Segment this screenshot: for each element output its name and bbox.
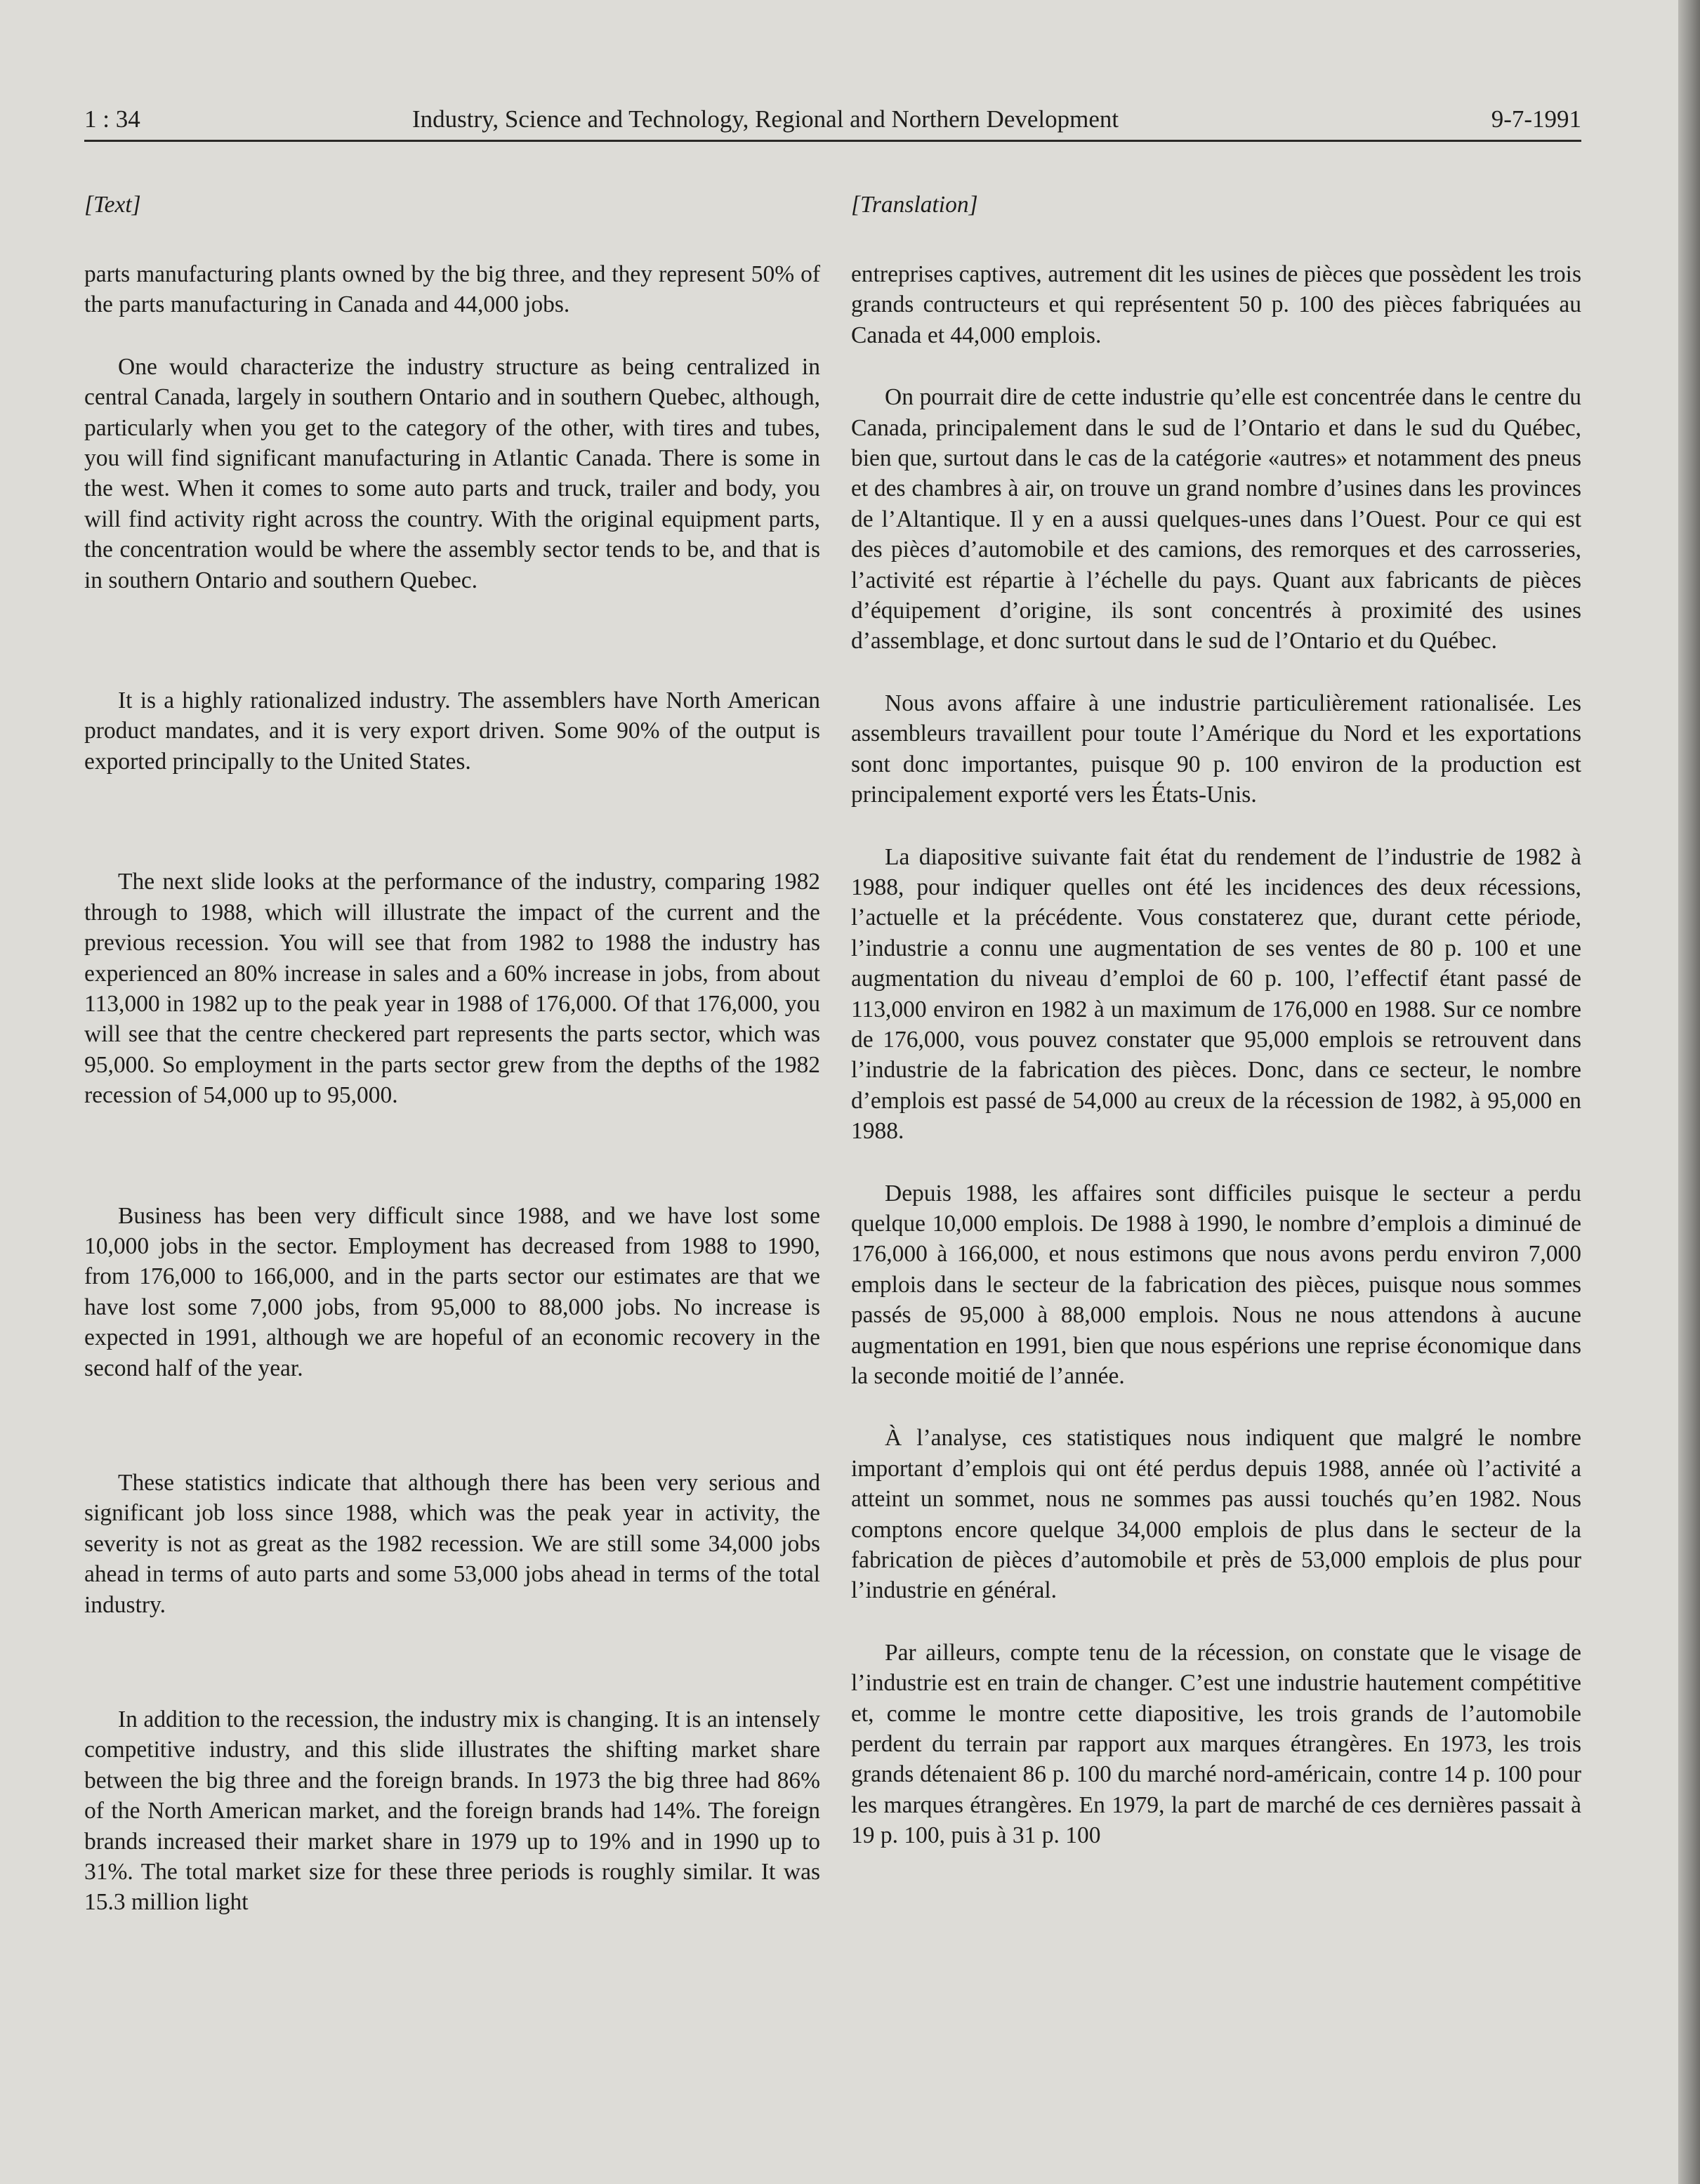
paragraph: One would characterize the industry structure as being centralized in central Canada, largely in southern Ontario and in southern Quebec, although, particularly when you get to the category of the other, with tires and tubes, you will find significant manufacturing in Atlantic Canada. There is some in the west. When it comes to some auto parts and truck, trailer and body, you will find activity right across the country. With the original equipment parts, the concentration would be where the assembly sector tends to be, and that is in southern Ontario and southern Quebec. bbox=[84, 353, 820, 593]
paragraph: It is a highly rationalized industry. The assemblers have North American product mandates, and it is very export driven. Some 90% of the output is exported principally to the United States. bbox=[84, 688, 820, 775]
paragraph: La diapositive suivante fait état du rendement de l’industrie de 1982 à 1988, pour indiquer quelles ont été les incidences des deux récessions, l’actuelle et la précédente. Vous constaterez que, durant cette période, l’industrie a connu une augmentation de ses ventes de 80 p. 100 et une augmentation du niveau d’emploi de 60 p. 100, l’effectif étant passé de 113,000 environ en 1982 à un maximum de 176,000 en 1988. Sur ce nombre de 176,000, vous pouvez constater que 95,000 emplois se retrouvent dans l’industrie de la fabrication des pièces. Donc, dans ce secteur, le nombre d’emplois est passé de 54,000 au creux de la récession de 1982, à 95,000 en 1988. bbox=[851, 843, 1581, 1145]
paragraph: The next slide looks at the performance of the industry, comparing 1982 through to 1988, which will illustrate the impact of the current and the previous recession. You will see that from 1982 to 1988 the industry has experienced an 80% increase in sales and a 60% increase in jobs, from about 113,000 in 1982 up to the peak year in 1988 of 176,000. Of that 176,000, you will see that the centre checkered part represents the parts sector, which was 95,000. So employment in the parts sector grew from the depths of the 1982 recession of 54,000 up to 95,000. bbox=[84, 869, 820, 1109]
paragraph: These statistics indicate that although there has been very serious and significant job loss since 1988, which was the peak year in activity, the severity is not as great as the 1982 recession. We are still some 34,000 jobs ahead in terms of auto parts and some 53,000 jobs ahead in terms of the total industry. bbox=[84, 1469, 820, 1618]
paragraph: Business has been very difficult since 1988, and we have lost some 10,000 jobs in the sector. Employment has decreased from 1988 to 1990, from 176,000 to 166,000, and in the parts sector our estimates are that we have lost some 7,000 jobs, from 95,000 to 88,000 jobs. No increase is expected in 1991, although we are hopeful of an economic recovery in the second half of the year. bbox=[84, 1202, 820, 1381]
english-column bbox=[84, 190, 820, 1918]
paragraph: On pourrait dire de cette industrie qu’elle est concentrée dans le centre du Canada, principalement dans le sud de l’Ontario et dans le sud du Québec, bien que, surtout dans le cas de la catégorie «autres» et notamment des pneus et des chambres à air, on trouve un grand nombre d’usines dans les provinces de l’Altantique. Il y en a aussi quelques-unes dans l’Ouest. Pour ce qui est des pièces d’automobile et des camions, des remorques et des carrosseries, l’activité est répartie à l’échelle du pays. Quant aux fabricants de pièces d’équipement d’origine, ils sont concentrés à proximité des usines d’assemblage, et donc surtout dans le sud de l’Ontario et du Québec. bbox=[851, 384, 1581, 654]
paragraph: Par ailleurs, compte tenu de la récession, on constate que le visage de l’industrie est en train de changer. C’est une industrie hautement compétitive et, comme le montre cette diapositive, les trois grands de l’automobile perdent du terrain par rapport aux marques étrangères. En 1973, les trois grands détenaient 86 p. 100 du marché nord-américain, contre 14 p. 100 pour les marques étrangères. En 1979, la part de marché de ces dernières passait à 19 p. 100, puis à 31 p. 100 bbox=[851, 1639, 1581, 1849]
sitting-date: 9-7-1991 bbox=[1491, 105, 1581, 133]
page-number: 1 : 34 bbox=[84, 105, 140, 133]
paragraph: parts manufacturing plants owned by the big three, and they represent 50% of the parts manufacturing in Canada and 44,000 jobs. bbox=[84, 261, 820, 318]
french-column bbox=[851, 190, 1581, 1851]
running-title: Industry, Science and Technology, Regional and Northern Development bbox=[412, 105, 1119, 133]
header-rule bbox=[84, 140, 1581, 142]
page-edge-shadow bbox=[1678, 0, 1700, 2184]
paragraph: In addition to the recession, the industry mix is changing. It is an intensely competitive industry, and this slide illustrates the shifting market share between the big three and the foreign brands. In 1973 the big three had 86% of the North American market, and the foreign brands had 14%. The foreign brands increased their market share in 1979 up to 19% and in 1990 up to 31%. The total market size for these three periods is roughly similar. It was 15.3 million light bbox=[84, 1706, 820, 1916]
page-header bbox=[84, 105, 1581, 142]
paragraph: À l’analyse, ces statistiques nous indiquent que malgré le nombre important d’emplois qui ont été perdus depuis 1988, année où l’activité a atteint un sommet, nous ne sommes pas aussi touchés qu’en 1982. Nous comptons encore quelque 34,000 emplois de plus dans le secteur de la fabrication de pièces d’automobile et près de 53,000 emplois de plus pour l’industrie en général. bbox=[851, 1425, 1581, 1604]
paragraph: entreprises captives, autrement dit les usines de pièces que possèdent les trois grands contructeurs et qui représentent 50 p. 100 des pièces fabriquées au Canada et 44,000 emplois. bbox=[851, 261, 1581, 348]
text-tag: [Text] bbox=[84, 192, 141, 218]
translation-tag: [Translation] bbox=[851, 192, 978, 218]
paragraph: Depuis 1988, les affaires sont difficiles puisque le secteur a perdu quelque 10,000 emplois. De 1988 à 1990, le nombre d’emplois a diminué de 176,000 à 166,000, et nous estimons que nous avons perdu environ 7,000 emplois dans le secteur de la fabrication des pièces, puisque nous sommes passés de 95,000 à 88,000 emplois. Nous ne nous attendons à aucune augmentation en 1991, bien que nous espérions une reprise économique dans la seconde moitié de l’année. bbox=[851, 1180, 1581, 1389]
paragraph: Nous avons affaire à une industrie particulièrement rationalisée. Les assembleurs travaillent pour toute l’Amérique du Nord et les exportations sont donc importantes, puisque 90 p. 100 environ de la production est principalement exporté vers les États-Unis. bbox=[851, 690, 1581, 808]
